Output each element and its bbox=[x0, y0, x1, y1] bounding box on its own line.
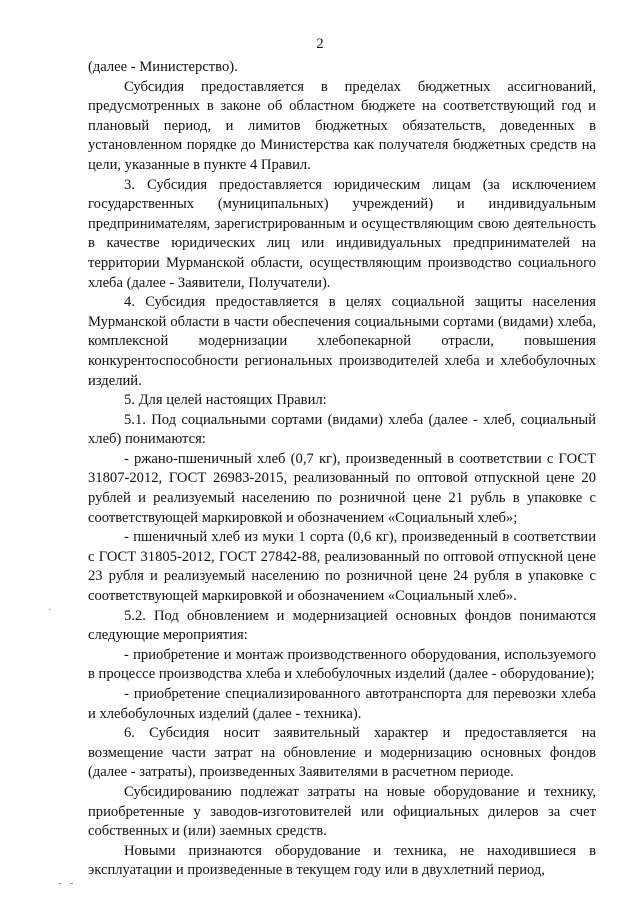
paragraph-item-6: 6. Субсидия носит заявительный характер и предоставляется на возмещение части затрат на обновление и модернизацию основных фондов (далее - затраты), произведенных Заявителями в расчетном периоде. bbox=[88, 725, 596, 781]
paragraph-subsidy-limits: Субсидия предоставляется в пределах бюджетных ассигнований, предусмотренных в законе об областном бюджете на соответствующий год и плановый период, и лимитов бюджетных обязательств, доведенных в установленном порядке до Министерства как получателя бюджетных средств на цели, указанные в пункте 4 Правил. bbox=[88, 78, 596, 173]
paragraph-item-4: 4. Субсидия предоставляется в целях социальной защиты населения Мурманской области в части обеспечения социальными сортами (видами) хлеба, комплексной модернизации хлебопекарной отрасли, повышения конкурентоспособности региональных производителей хлеба и хлебобулочных изделий. bbox=[88, 294, 596, 389]
scan-artifact-mark: - bbox=[58, 878, 62, 889]
paragraph-subsidized-costs: Субсидированию подлежат затраты на новые оборудование и технику, приобретенные у заводов-изготовителей или официальных дилеров за счет собственных и (или) заемных средств. bbox=[88, 783, 596, 840]
paragraph-item-5-1: 5.1. Под социальными сортами (видами) хлеба (далее - хлеб, социальный хлеб) понимаются: bbox=[88, 411, 596, 448]
document-body bbox=[88, 58, 596, 881]
paragraph-item-5-2: 5.2. Под обновлением и модернизацией основных фондов понимаются следующие мероприятия: bbox=[88, 607, 596, 644]
page-number: 2 bbox=[316, 36, 324, 52]
paragraph-item-3: 3. Субсидия предоставляется юридическим лицам (за исключением государственных (муниципальных) учреждений) и индивидуальным предпринимателям, зарегистрированным и осуществляющим свою деятельность в качестве юридических лиц или индивидуальных предпринимателей на территории Мурманской области, осуществляющим производство социального хлеба (далее - Заявители, Получатели). bbox=[88, 176, 596, 291]
paragraph-new-equipment: Новыми признаются оборудование и техника, не находившиеся в эксплуатации и произведенные в текущем году или в двухлетний период, bbox=[88, 842, 596, 879]
list-item-rye-bread: - ржано-пшеничный хлеб (0,7 кг), произведенный в соответствии с ГОСТ 31807-2012, ГОСТ 26983-2015, реализованный по оптовой отпускной цене 20 рублей и реализуемый населению по розничной цене 21 рубль в упаковке с соответствующей маркировкой и обозначением «Социальный хлеб»; bbox=[88, 450, 596, 526]
list-item-equipment: - приобретение и монтаж производственного оборудования, используемого в процессе производства хлеба и хлебобулочных изделий (далее - оборудование); bbox=[88, 646, 596, 683]
list-item-vehicles: - приобретение специализированного автотранспорта для перевозки хлеба и хлебобулочных изделий (далее - техника). bbox=[88, 686, 596, 722]
paragraph-continuation: (далее - Министерство). bbox=[88, 59, 238, 75]
paragraph-item-5: 5. Для целей настоящих Правил: bbox=[124, 392, 327, 409]
scan-artifact-mark: - bbox=[70, 878, 74, 889]
list-item-wheat-bread: - пшеничный хлеб из муки 1 сорта (0,6 кг), произведенный в соответствии с ГОСТ 31805-2012, ГОСТ 27842-88, реализованный по оптовой отпускной цене 23 рубля и реализуемый населению по розничной цене 24 рубля в упаковке с соответствующей маркировкой и обозначением «Социальный хлеб». bbox=[88, 529, 596, 605]
scan-artifact-mark: · bbox=[48, 605, 52, 616]
